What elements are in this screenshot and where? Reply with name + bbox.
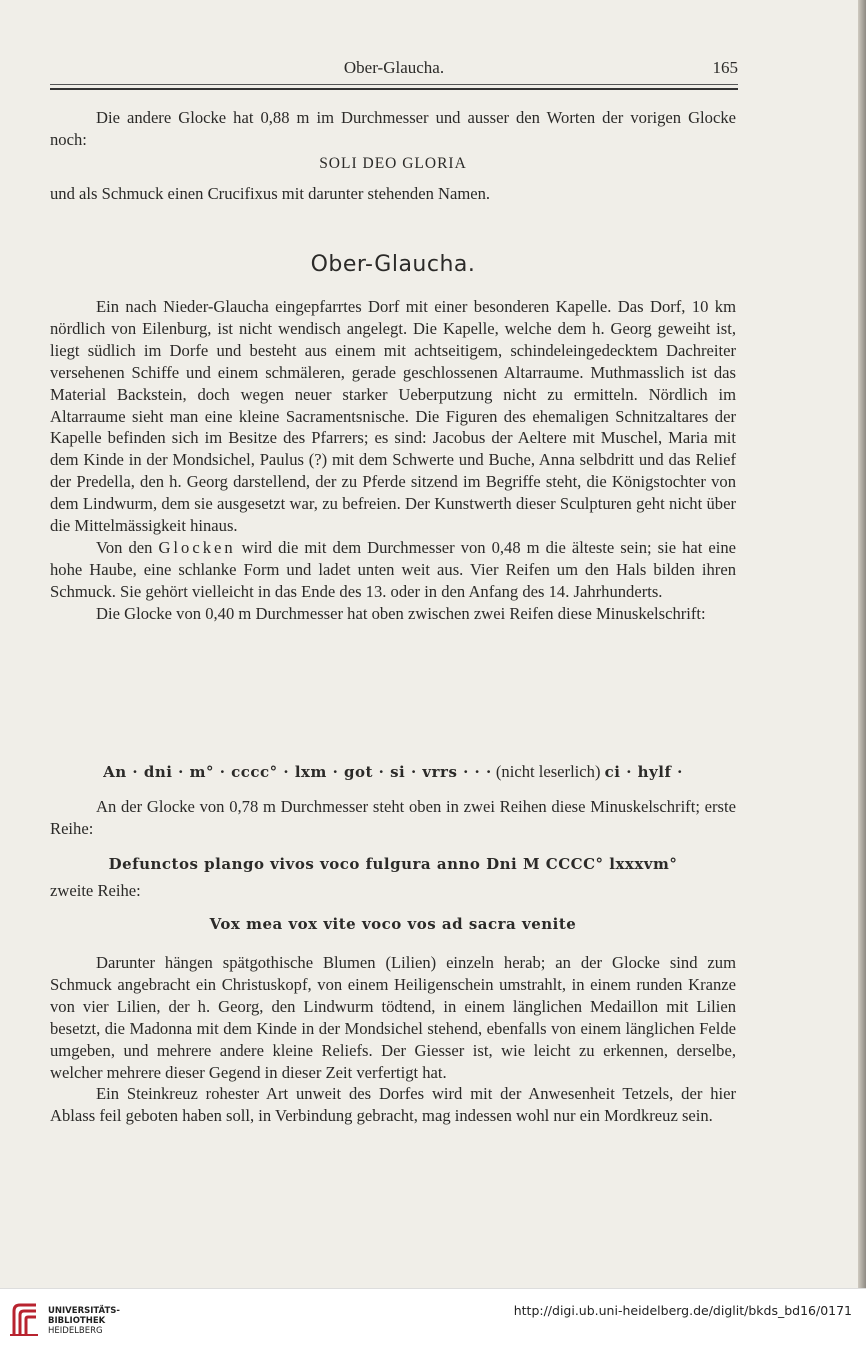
paragraph-chapel: Ein nach Nieder-Glaucha eingepfarrtes Dorf mit einer besonderen Kapelle. Das Dorf, 10 km nördlich von Eilenburg, ist nicht wendisch angelegt. Die Kapelle, welche dem h. Georg geweiht ist, liegt südlich im Dorfe und besteht aus einem mit achtseitigem, schindeleingedecktem Dachreiter versehenen Schiffe und einem schmäleren, gerade geschlossenen Altarraume. Muthmasslich ist das Material Backstein, doch wegen neuer starker Ueberputzung nicht zu ermitteln. Nördlich im Altarraume sieht man eine kleine Sacramentsnische. Die Figuren des ehemaligen Schnitzaltares der Kapelle befinden sich im Besitze des Pfarrers; es sind: Jacobus der Aeltere mit Muschel, Maria mit dem Kinde in der Mondsichel, Paulus (?) mit dem Schwerte und Buche, Anna selbdritt und das Relief der Predella, den h. Georg darstellend, der zu Pferde sitzend im Begriffe steht, die Königstochter von dem Lindwurm, dem sie ausgesetzt war, zu befreien. Der Kunstwerth dieser Sculpturen geht nicht über die Mittelmässigkeit hinaus.	[50, 297, 736, 536]
spaced-word-glocken: Glocken	[158, 537, 236, 557]
paragraph-bells-rest: wird die mit dem Durchmesser von 0,48 m die älteste sein; sie hat eine hohe Haube, eine schlanke Form und ladet unten weit aus. Vier Reifen um den Hals bilden ihren Schmuck. Sie gehört vielleicht in das Ende des 13. oder in den Anfang des 14. Jahrhunderts.	[50, 537, 736, 601]
running-header	[50, 54, 738, 82]
minuscule-text-3: Vox mea vox vite voco vos ad sacra venite	[209, 915, 577, 933]
book-spine-edge	[858, 0, 866, 1288]
second-row-label: zweite Reihe:	[50, 881, 141, 900]
section-title: Ober-Glaucha.	[310, 252, 476, 277]
library-name-line-1: UNIVERSITÄTS-	[48, 1306, 120, 1316]
library-footer	[0, 1288, 866, 1353]
minuscule-inscription-1	[50, 762, 736, 782]
intro-block	[50, 107, 736, 205]
paragraph-stone-cross: Ein Steinkreuz rohester Art unweit des Dorfes wird mit der Anwesenheit Tetzels, der hier Ablass feil geboten haben soll, in Verbindung gebracht, mag indessen wohl nur ein Mordkreuz sein.	[50, 1084, 736, 1126]
minuscule-text-1b: ci · hylf ·	[604, 763, 683, 781]
page-number: 165	[712, 58, 738, 77]
running-title: Ober-Glaucha.	[343, 58, 445, 77]
minuscule-inscription-3	[50, 914, 736, 934]
body-block-1	[50, 296, 736, 625]
body-block-4	[50, 952, 736, 1127]
permalink-url[interactable]: http://digi.ub.uni-heidelberg.de/diglit/bkds_bd16/0171	[513, 1303, 852, 1318]
library-name-line-3: HEIDELBERG	[48, 1326, 103, 1336]
body-block-2	[50, 796, 736, 840]
paragraph-bells-start: Von den	[96, 537, 159, 557]
paragraph-bells	[50, 537, 736, 603]
university-library-logo-icon	[8, 1301, 42, 1339]
intro-inscription: SOLI DEO GLORIA	[319, 154, 467, 172]
header-rule-thick	[50, 88, 738, 90]
body-block-3	[50, 880, 736, 902]
minuscule-inscription-2	[50, 854, 736, 874]
intro-paragraph-2: und als Schmuck einen Crucifixus mit darunter stehenden Namen.	[50, 183, 491, 203]
minuscule-text-2: Defunctos plango vivos voco fulgura anno Dni M CCCC° lxxxvm°	[108, 855, 678, 873]
intro-paragraph: Die andere Glocke hat 0,88 m im Durchmesser und ausser den Worten der vorigen Glocke noch:	[50, 108, 736, 149]
minuscule-text-1a: An · dni · m° · cccc° · lxm · got · si · vrrs · · ·	[103, 763, 492, 781]
illegible-note: (nicht leserlich)	[495, 762, 601, 781]
library-name	[48, 1306, 120, 1336]
paragraph-bell-078: An der Glocke von 0,78 m Durchmesser steht oben in zwei Reihen diese Minuskelschrift; erste Reihe:	[50, 797, 736, 838]
library-name-line-2: BIBLIOTHEK	[48, 1316, 106, 1326]
paragraph-decoration: Darunter hängen spätgothische Blumen (Lilien) einzeln herab; an der Glocke sind zum Schmuck angebracht ein Christuskopf, von einem Heiligenschein umstrahlt, in einem runden Kranze von vier Lilien, der h. Georg, den Lindwurm tödtend, in einem länglichen Medaillon mit Lilien besetzt, die Madonna mit dem Kinde in der Mondsichel stehend, ebenfalls von einem länglichen Felde umgeben, und mehrere andere kleine Reliefs. Der Giesser ist, wie leicht zu erkennen, derselbe, welcher mehrere dieser Gegend in dieser Zeit verfertigt hat.	[50, 953, 736, 1082]
header-rule-thin	[50, 84, 738, 85]
paragraph-bell-040: Die Glocke von 0,40 m Durchmesser hat oben zwischen zwei Reifen diese Minuskelschrift:	[96, 603, 706, 623]
